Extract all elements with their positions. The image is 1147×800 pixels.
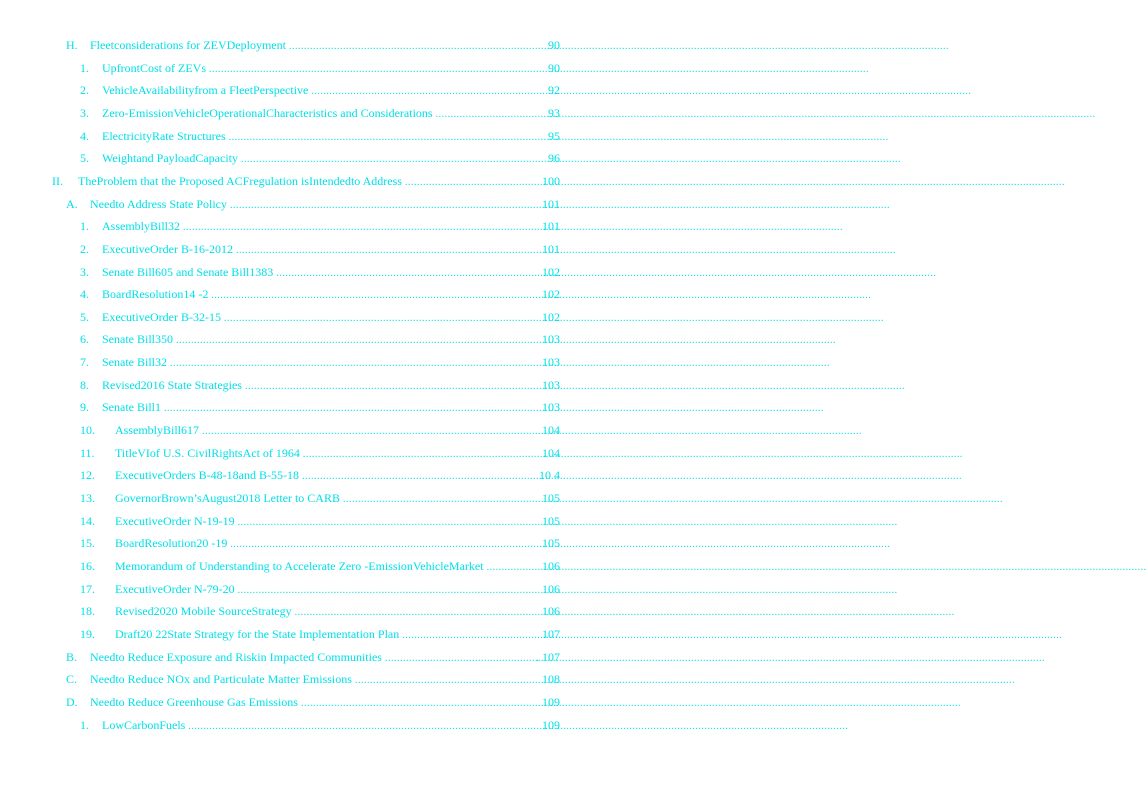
toc-entry[interactable] <box>80 557 560 575</box>
toc-entry[interactable] <box>66 670 560 688</box>
toc-entry[interactable] <box>80 149 560 167</box>
toc-entry-number: 7. <box>80 355 89 369</box>
toc-entry-title: VehicleAvailabilityfrom a FleetPerspective <box>102 83 309 97</box>
toc-entry-number: 5. <box>80 310 89 324</box>
dot-leader <box>245 378 533 396</box>
toc-entry-page: 107 <box>542 627 560 641</box>
toc-entry-number: 18. <box>80 604 95 618</box>
toc-entry-title: BoardResolution20 -19 <box>115 536 228 550</box>
toc-entry-number: 10. <box>80 423 95 437</box>
dot-leader <box>238 514 533 532</box>
toc-entry[interactable] <box>80 285 560 303</box>
toc-entry-title: Senate Bill605 and Senate Bill1383 <box>102 265 274 279</box>
toc-entry-number: 17. <box>80 582 95 596</box>
toc-entry[interactable] <box>80 421 560 439</box>
toc-entry[interactable] <box>80 240 560 258</box>
toc-entry[interactable] <box>80 330 560 348</box>
dot-leader <box>230 536 533 554</box>
dot-leader <box>289 38 533 56</box>
toc-entry-number: 4. <box>80 287 89 301</box>
dot-leader <box>188 718 533 736</box>
toc-entry-title: Needto Reduce Exposure and Riskin Impacted Communities <box>90 650 382 664</box>
toc-entry-title: AssemblyBill617 <box>115 423 200 437</box>
dot-leader <box>236 242 533 260</box>
dot-leader <box>176 332 533 350</box>
toc-entry-title: Weightand PayloadCapacity <box>102 151 238 165</box>
toc-entry-page: 103 <box>542 378 560 392</box>
toc-entry-title: ExecutiveOrder N-79-20 <box>115 582 235 596</box>
toc-entry-page: 106 <box>542 604 560 618</box>
toc-entry-number: II. <box>52 174 63 188</box>
dot-leader <box>238 582 533 600</box>
dot-leader <box>164 400 533 418</box>
toc-entry-page: 105 <box>542 491 560 505</box>
toc-entry-title: Senate Bill350 <box>102 332 173 346</box>
toc-entry-title: TheProblem that the Proposed ACFregulation isIntendedto Address <box>78 174 402 188</box>
toc-entry-number: 1. <box>80 219 89 233</box>
toc-entry-number: 5. <box>80 151 89 165</box>
toc-entry-number: 4. <box>80 129 89 143</box>
toc-entry-page: 102 <box>542 310 560 324</box>
toc-entry-number: 9. <box>80 400 89 414</box>
dot-leader <box>209 61 533 79</box>
dot-leader <box>303 446 533 464</box>
dot-leader <box>229 129 533 147</box>
toc-entry[interactable] <box>80 353 560 371</box>
toc-entry-page: 93 <box>548 106 560 120</box>
toc-entry-page: 106 <box>542 582 560 596</box>
toc-entry-title: LowCarbonFuels <box>102 718 186 732</box>
toc-entry-number: 3. <box>80 265 89 279</box>
toc-entry[interactable] <box>66 195 560 213</box>
toc-entry-page: 103 <box>542 355 560 369</box>
dot-leader <box>230 197 533 215</box>
dot-leader <box>487 559 533 577</box>
dot-leader <box>276 265 533 283</box>
dot-leader <box>385 650 533 668</box>
toc-entry-number: 19. <box>80 627 95 641</box>
toc-entry-page: 104 <box>542 423 560 437</box>
toc-entry-title: ElectricityRate Structures <box>102 129 226 143</box>
toc-entry[interactable] <box>80 534 560 552</box>
dot-leader <box>183 219 533 237</box>
toc-entry[interactable] <box>52 172 560 190</box>
toc-entry-title: Revised2016 State Strategies <box>102 378 242 392</box>
toc-entry[interactable] <box>80 81 560 99</box>
toc-entry-title: Revised2020 Mobile SourceStrategy <box>115 604 292 618</box>
toc-entry[interactable] <box>80 716 560 734</box>
toc-entry-page: 100 <box>542 174 560 188</box>
toc-entry-number: H. <box>66 38 78 52</box>
toc-entry-title: ExecutiveOrders B-48-18and B-55-18 <box>115 468 299 482</box>
toc-entry-page: . 107 <box>536 650 560 664</box>
toc-entry-title: ExecutiveOrder B-32-15 <box>102 310 221 324</box>
toc-entry[interactable] <box>80 127 560 145</box>
toc-entry-page: 109 <box>542 718 560 732</box>
toc-entry-title: Fleetconsiderations for ZEVDeployment <box>90 38 286 52</box>
toc-entry[interactable] <box>80 489 560 507</box>
toc-entry[interactable] <box>80 308 560 326</box>
dot-leader <box>405 174 533 192</box>
toc-entry-number: 13. <box>80 491 95 505</box>
toc-entry[interactable] <box>80 59 560 77</box>
toc-entry-number: 11. <box>80 446 95 460</box>
dot-leader <box>224 310 533 328</box>
toc-entry[interactable] <box>80 263 560 281</box>
toc-entry-number: 15. <box>80 536 95 550</box>
toc-entry-title: Draft20 22State Strategy for the State Implementation Plan <box>115 627 400 641</box>
toc-entry-title: BoardResolution14 -2 <box>102 287 209 301</box>
toc-entry-number: B. <box>66 650 78 664</box>
toc-entry-title: UpfrontCost of ZEVs <box>102 61 206 75</box>
toc-entry[interactable] <box>66 648 560 666</box>
toc-entry[interactable] <box>80 580 560 598</box>
toc-entry-title: Zero-EmissionVehicleOperationalCharacteristics and Considerations <box>102 106 433 120</box>
toc-entry-number: 2. <box>80 242 89 256</box>
toc-entry[interactable] <box>66 693 560 711</box>
toc-entry[interactable] <box>80 466 560 484</box>
toc-entry-number: 6. <box>80 332 89 346</box>
toc-entry-page: 105 <box>542 536 560 550</box>
toc-entry[interactable] <box>80 217 560 235</box>
toc-entry-number: 2. <box>80 83 89 97</box>
toc-entry-number: D. <box>66 695 78 709</box>
toc-entry-number: 8. <box>80 378 89 392</box>
dot-leader <box>202 423 533 441</box>
toc-entry-number: 14. <box>80 514 95 528</box>
toc-entry-page: 108 <box>542 672 560 686</box>
toc-entry[interactable] <box>66 36 560 54</box>
toc-entry-title: Needto Address State Policy <box>90 197 227 211</box>
toc-entry-page: 102 <box>542 287 560 301</box>
dot-leader <box>402 627 533 645</box>
toc-entry[interactable] <box>80 376 560 394</box>
toc-entry-page: 103 <box>542 332 560 346</box>
toc-entry-page: 103 <box>542 400 560 414</box>
dot-leader <box>311 83 533 101</box>
dot-leader <box>343 491 533 509</box>
toc-entry[interactable] <box>80 398 560 416</box>
toc-entry-title: Needto Reduce NOx and Particulate Matter Emissions <box>90 672 352 686</box>
toc-entry-number: 1. <box>80 61 89 75</box>
toc-entry-page: 96 <box>548 151 560 165</box>
toc-entry-page: 95 <box>548 129 560 143</box>
toc-entry-page: 10 4 <box>539 468 560 482</box>
toc-entry[interactable] <box>80 512 560 530</box>
toc-entry-title: Senate Bill32 <box>102 355 167 369</box>
toc-entry-page: 101 <box>542 242 560 256</box>
dot-leader <box>170 355 533 373</box>
toc-entry[interactable] <box>80 602 560 620</box>
toc-entry-number: A. <box>66 197 78 211</box>
toc-entry-page: 105 <box>542 514 560 528</box>
toc-entry-title: GovernorBrown’sAugust2018 Letter to CARB <box>115 491 340 505</box>
toc-entry-page: 92 <box>548 83 560 97</box>
toc-entry-page: 101 <box>542 197 560 211</box>
toc-entry-number: 16. <box>80 559 95 573</box>
dot-leader <box>295 604 533 622</box>
toc-entry-page: 104 <box>542 446 560 460</box>
dot-leader <box>302 468 533 486</box>
toc-entry-number: 3. <box>80 106 89 120</box>
toc-entry-title: AssemblyBill32 <box>102 219 181 233</box>
toc-entry[interactable] <box>80 625 560 643</box>
dot-leader <box>355 672 533 690</box>
toc-entry-title: Senate Bill1 <box>102 400 161 414</box>
toc-entry-title: Needto Reduce Greenhouse Gas Emissions <box>90 695 298 709</box>
toc-entry-page: 90 <box>548 38 560 52</box>
dot-leader <box>241 151 533 169</box>
toc-entry-page: 109 <box>542 695 560 709</box>
toc-entry-number: 1. <box>80 718 89 732</box>
toc-entry-number: 12. <box>80 468 95 482</box>
toc-entry[interactable] <box>80 444 560 462</box>
dot-leader <box>301 695 533 713</box>
toc-entry-number: C. <box>66 672 78 686</box>
dot-leader <box>211 287 533 305</box>
toc-entry[interactable] <box>80 104 560 122</box>
toc-entry-page: 102 <box>542 265 560 279</box>
dot-leader <box>436 106 533 124</box>
toc-entry-title: Memorandum of Understanding to Accelerate Zero -EmissionVehicleMarket <box>115 559 484 573</box>
toc-entry-title: ExecutiveOrder N-19-19 <box>115 514 235 528</box>
toc-entry-page: 106 <box>542 559 560 573</box>
toc-entry-page: 101 <box>542 219 560 233</box>
toc-entry-title: ExecutiveOrder B-16-2012 <box>102 242 233 256</box>
toc-entry-page: 90 <box>548 61 560 75</box>
toc-entry-title: TitleVIof U.S. CivilRightsAct of 1964 <box>115 446 300 460</box>
